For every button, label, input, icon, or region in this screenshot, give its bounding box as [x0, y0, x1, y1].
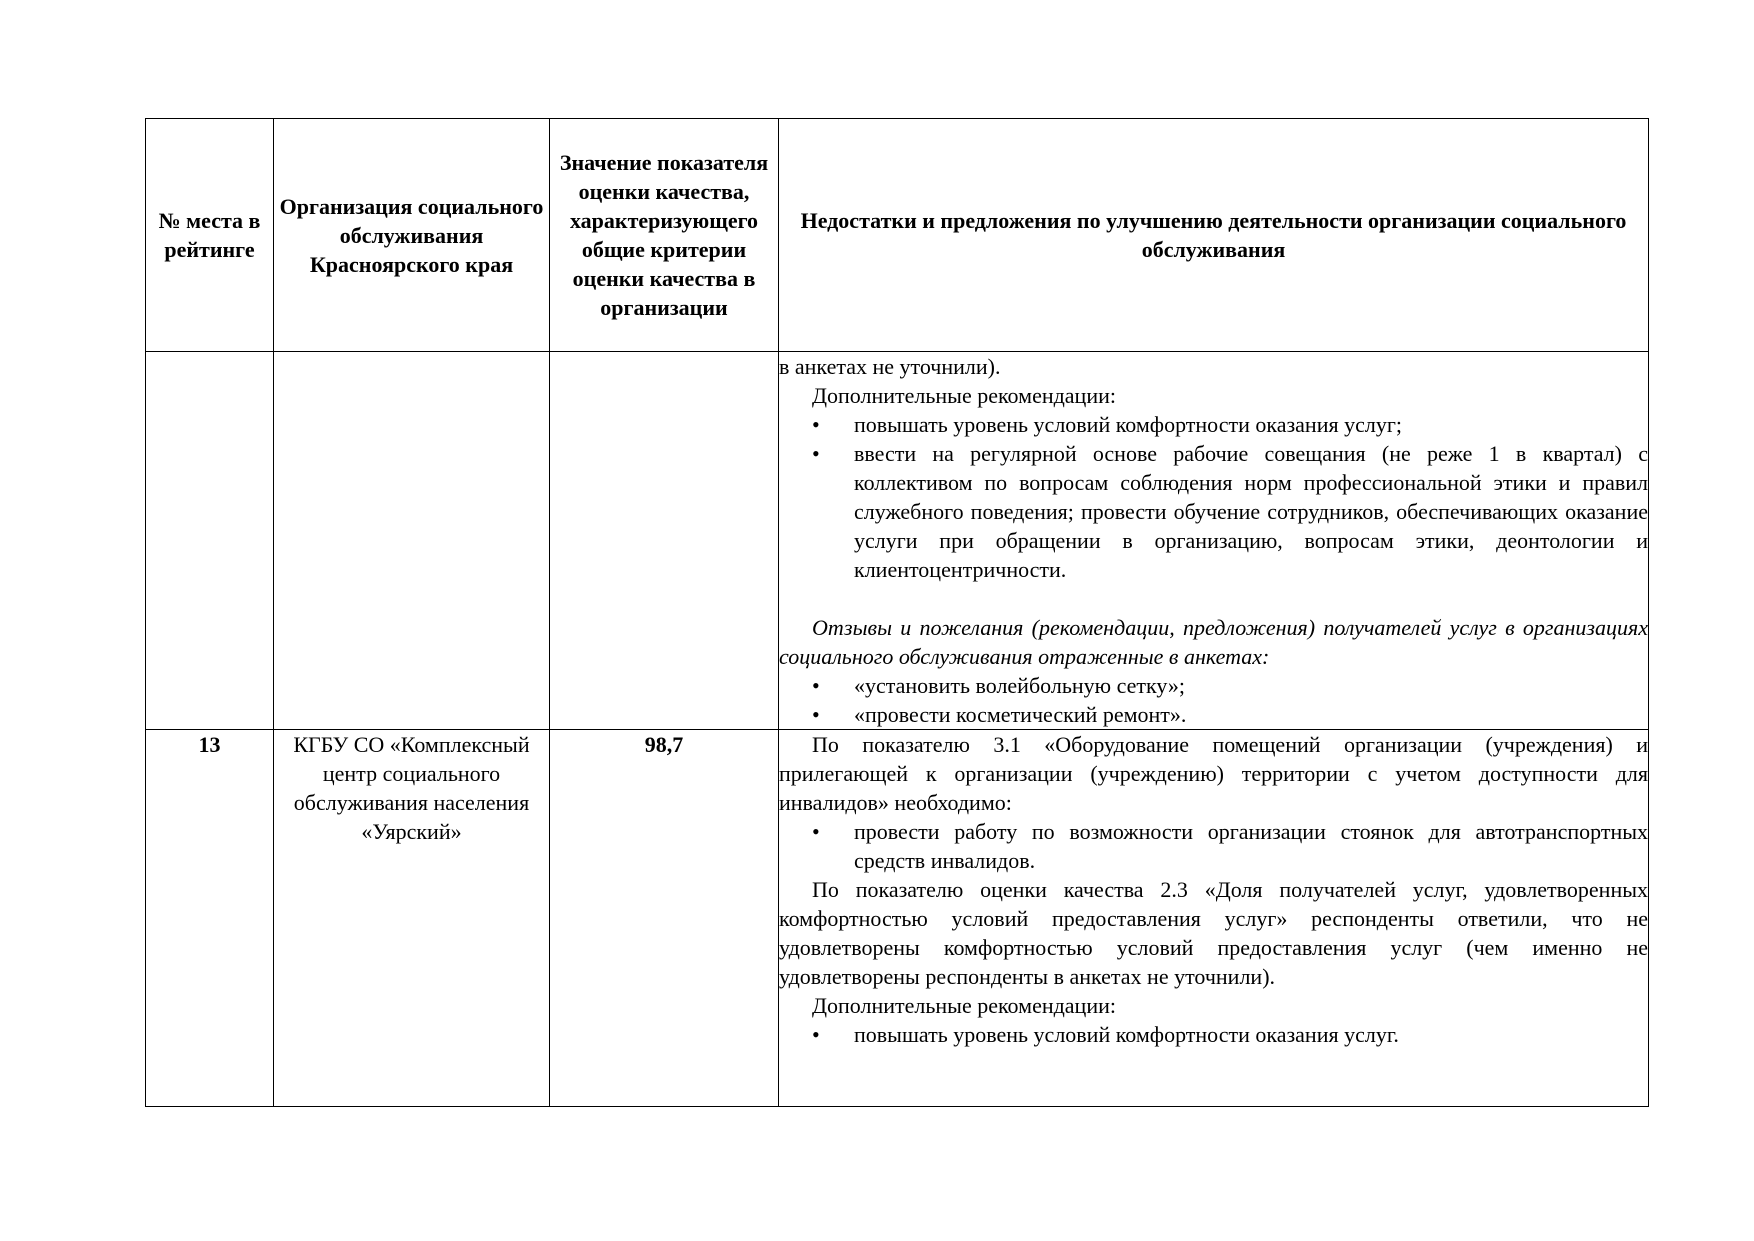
indicator-2-3-text: По показателю оценки качества 2.3 «Доля получателей услуг, удовлетворенных комфортностью условий предоставления услуг» респонденты ответили, что не удовлетворены комфортностью условий предоставления услуг (чем именно не удовлетворены респонденты в анкетах не уточнили).: [779, 877, 1648, 989]
header-score: Значение показателя оценки качества, характеризующего общие критерии оценки качества в организации: [550, 119, 779, 352]
additional-recommendations-heading: Дополнительные рекомендации:: [812, 383, 1116, 408]
list-item: • повышать уровень условий комфортности оказания услуг;: [779, 410, 1648, 439]
header-organization: Организация социального обслуживания Красноярского края: [274, 119, 550, 352]
table-row: [146, 730, 1649, 1107]
score-cell: [550, 352, 779, 730]
feedback-heading: Отзывы и пожелания (рекомендации, предложения) получателей услуг в организациях социального обслуживания отраженные в анкетах:: [779, 615, 1648, 669]
spacer: [779, 584, 1648, 613]
recommendations-list: [779, 410, 1648, 584]
header-remarks: Недостатки и предложения по улучшению деятельности организации социального обслуживания: [779, 119, 1649, 352]
indicator-3-1-list: [779, 817, 1648, 875]
list-item: • провести работу по возможности организации стоянок для автотранспортных средств инвалидов.: [779, 817, 1648, 875]
table-header-row: [146, 119, 1649, 352]
remarks-cell: [779, 730, 1649, 1107]
rating-table: [145, 118, 1649, 1107]
table-row: [146, 352, 1649, 730]
feedback-list: [779, 671, 1648, 729]
score-cell: 98,7: [550, 730, 779, 1107]
list-item: • «установить волейбольную сетку»;: [779, 671, 1648, 700]
recommendations-list: [779, 1020, 1648, 1049]
rank-cell: 13: [146, 730, 274, 1107]
header-rank: № места в рейтинге: [146, 119, 274, 352]
list-item: • «провести косметический ремонт».: [779, 700, 1648, 729]
remarks-cell: [779, 352, 1649, 730]
rank-cell: [146, 352, 274, 730]
additional-recommendations-heading: Дополнительные рекомендации:: [812, 993, 1116, 1018]
indicator-3-1-text: По показателю 3.1 «Оборудование помещений организации (учреждения) и прилегающей к организации (учреждению) территории с учетом доступности для инвалидов» необходимо:: [779, 732, 1648, 815]
organization-cell: КГБУ СО «Комплексный центр социального обслуживания населения «Уярский»: [274, 730, 550, 1107]
list-item: • ввести на регулярной основе рабочие совещания (не реже 1 в квартал) с коллективом по вопросам соблюдения норм профессиональной этики и правил служебного поведения; провести обучение сотрудников, обеспечивающих оказание услуги при обращении в организацию, вопросам этики, деонтологии и клиентоцентричности.: [779, 439, 1648, 584]
list-item: • повышать уровень условий комфортности оказания услуг.: [779, 1020, 1648, 1049]
continued-text: в анкетах не уточнили).: [779, 354, 1001, 379]
organization-cell: [274, 352, 550, 730]
